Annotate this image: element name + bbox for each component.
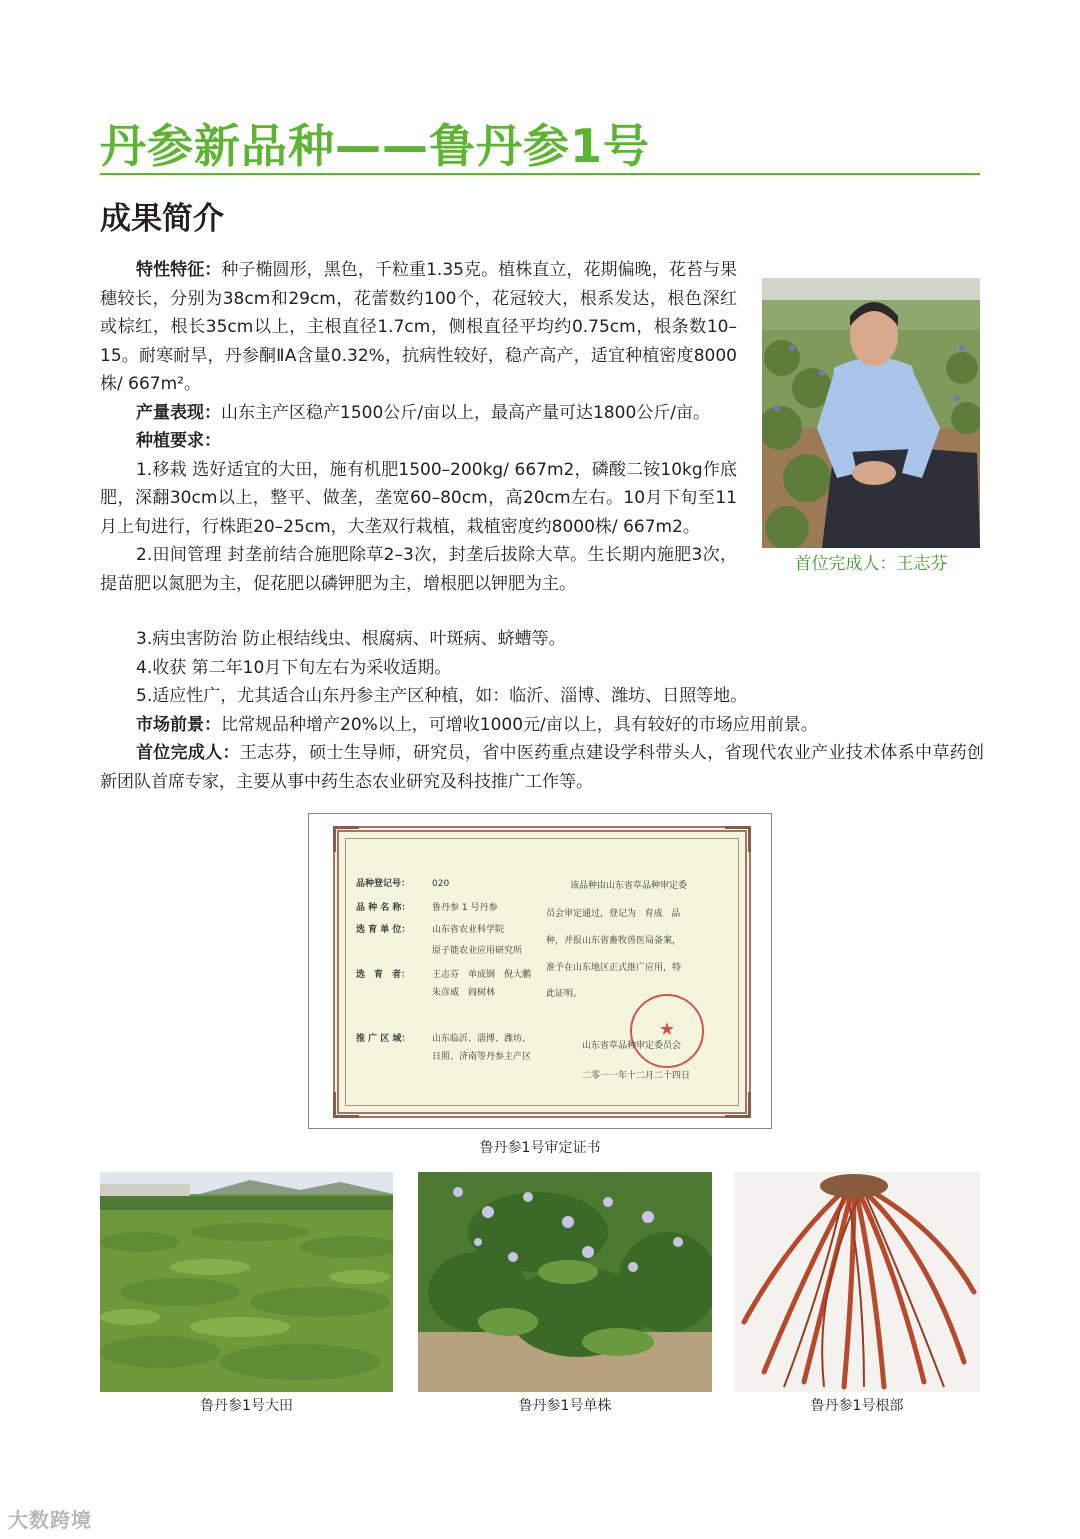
certificate-corner-ornament — [333, 1092, 359, 1118]
section-heading: 成果简介 — [100, 201, 224, 237]
certificate-corner-ornament — [725, 1092, 751, 1118]
title-divider — [100, 173, 980, 175]
cert-breeders-label: 选 育 者： — [356, 970, 411, 980]
root-illustration — [734, 1172, 980, 1392]
plant-photo — [418, 1172, 712, 1392]
person-label: 首位完成人： — [136, 743, 240, 763]
cert-statement-6: 此证明。 — [546, 989, 583, 999]
cert-date: 二零一一年十二月二十四日 — [582, 1071, 691, 1081]
portrait-illustration — [762, 278, 980, 548]
certificate-corner-ornament — [725, 826, 751, 852]
planting-step-5: 5.适应性广，尤其适合山东丹参主产区种植，如：临沂、淄博、潍坊、日照等地。 — [136, 686, 748, 706]
certificate-corner-ornament — [333, 826, 359, 852]
field-caption: 鲁丹参1号大田 — [200, 1398, 293, 1414]
cert-unit-value-1: 山东省农业科学院 — [432, 925, 505, 935]
cert-region-value-2: 日照、济南等丹参主产区 — [432, 1052, 532, 1062]
traits-paragraph — [100, 256, 737, 598]
lower-paragraphs — [100, 625, 984, 796]
official-seal — [630, 994, 704, 1068]
yield-text: 山东主产区稳产1500公斤/亩以上，最高产量可达1800公斤/亩。 — [221, 402, 710, 423]
person-text: 王志芬，硕士生导师，研究员，省中医药重点建设学科带头人，省现代农业产业技术体系中草药创新团队首席专家，主要从事中药生态农业研究及科技推广工作等。 — [100, 743, 984, 792]
cert-unit-value-2: 原子能农业应用研究所 — [432, 946, 523, 956]
cert-statement-2 — [546, 908, 680, 921]
seal-star-icon: ★ — [658, 1019, 676, 1040]
yield-label: 产量表现： — [136, 402, 221, 423]
cert-region-label: 推 广 区 域： — [356, 1034, 411, 1044]
cert-statement-grade: 育成 — [644, 909, 663, 919]
planting-step-3: 3.病虫害防治 防止根结线虫、根腐病、叶斑病、蛴螬等。 — [136, 629, 566, 649]
planting-step-1: 1.移栽 选好适宜的大田，施有机肥1500–200kg/ 667m2，磷酸二铵10kg作底肥，深翻30cm以上，整平、做垄，垄宽60–80cm，高20cm左右。10月下旬至11月上旬进行，行株距20–25cm，大垄双行栽植，栽植密度约8000株/ 667m2。 — [100, 459, 737, 537]
cert-statement-3: 品 — [671, 909, 681, 919]
planting-step-2: 2.田间管理 封垄前结合施肥除草2–3次，封垄后拔除大草。生长期内施肥3次，提苗肥以氮肥为主，促花肥以磷钾肥为主，增根肥以钾肥为主。 — [100, 545, 737, 594]
cert-statement-2-text: 员会审定通过，登记为 — [546, 909, 637, 919]
page-title: 丹参新品种——鲁丹参1号 — [100, 119, 651, 173]
cert-statement-1: 该品种由山东省草品种审定委 — [570, 881, 688, 891]
market-label: 市场前景： — [136, 714, 221, 735]
cert-statement-4: 种，并报山东省畜牧兽医局备案， — [546, 936, 682, 946]
cert-name-label: 品 种 名 称： — [356, 903, 411, 913]
planting-label: 种植要求： — [136, 431, 221, 451]
field-photo — [100, 1172, 393, 1392]
cert-region-value-1: 山东临沂、淄博、潍坊、 — [432, 1034, 532, 1044]
certificate-caption: 鲁丹参1号审定证书 — [479, 1140, 601, 1156]
portrait-caption: 首位完成人：王志芬 — [794, 554, 948, 574]
cert-issuer: 山东省草品种审定委员会 — [582, 1041, 682, 1051]
cert-reg-no-label: 品种登记号： — [356, 879, 411, 889]
cert-breeders-value-1: 王志芬 单成钢 倪大鹏 — [432, 970, 532, 980]
watermark: 大数跨境 — [8, 1508, 92, 1532]
root-photo — [734, 1172, 980, 1392]
cert-reg-no-value: 020 — [432, 879, 450, 889]
traits-label: 特性特征： — [136, 260, 222, 280]
cert-breeders-value-2: 朱彦威 阎树林 — [432, 988, 496, 998]
cert-name-value: 鲁丹参 1 号丹参 — [432, 903, 498, 913]
root-caption: 鲁丹参1号根部 — [810, 1398, 904, 1414]
planting-step-4: 4.收获 第二年10月下旬左右为采收适期。 — [136, 657, 452, 678]
portrait-photo — [762, 278, 980, 548]
cert-unit-label: 选 育 单 位： — [356, 925, 411, 935]
cert-statement-5: 准予在山东地区正式推广应用，特 — [546, 963, 682, 973]
market-text: 比常规品种增产20%以上，可增收1000元/亩以上，具有较好的市场应用前景。 — [221, 714, 818, 735]
traits-text: 种子椭圆形，黑色，千粒重1.35克。植株直立，花期偏晚，花苔与果穗较长，分别为38cm和29cm，花蕾数约100个，花冠较大，根系发达，根色深红或棕红，根长35cm以上，主根直径1.7cm，侧根直径平均约0.75cm，根条数10–15。耐寒耐旱，丹参酮ⅡA含量0.32%，抗病性较好，稳产高产，适宜种植密度8000株/ 667m²。 — [100, 260, 737, 394]
field-illustration — [100, 1172, 393, 1392]
plant-caption: 鲁丹参1号单株 — [518, 1398, 612, 1414]
plant-illustration — [418, 1172, 712, 1392]
